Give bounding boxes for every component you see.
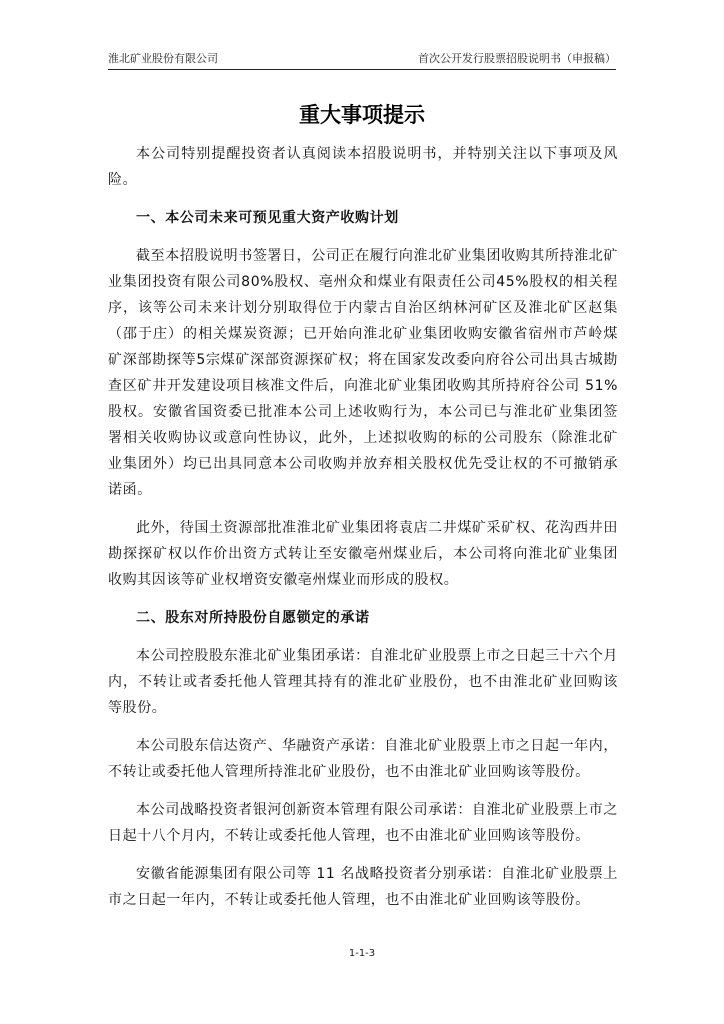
document-body	[108, 141, 618, 925]
intro-paragraph: 本公司特别提醒投资者认真阅读本招股说明书，并特别关注以下事项及风险。	[108, 146, 618, 188]
page-header	[108, 49, 616, 69]
header-document-title: 首次公开发行股票招股说明书（申报稿）	[418, 52, 616, 65]
acquisition-paragraph-1: 截至本招股说明书签署日，公司正在履行向淮北矿业集团收购其所持淮北矿业集团投资有限公司80%股权、亳州众和煤业有限责任公司45%股权的相关程序，该等公司未来计划分别取得位于内蒙古自治区纳林河矿区及淮北矿区赵集（邵于庄）的相关煤炭资源；已开始向淮北矿业集团收购安徽省宿州市芦岭煤矿深部勘探等5宗煤矿深部资源探矿权；将在国家发改委向府谷公司出具古城勘查区矿井开发建设项目核准文件后，向淮北矿业集团收购其所持府谷公司 51%股权。安徽省国资委已批准本公司上述收购行为，本公司已与淮北矿业集团签署相关收购协议或意向性协议，此外，上述拟收购的标的公司股东（除淮北矿业集团外）均已出具同意本公司收购并放弃相关股权优先受让权的不可撤销承诺函。	[108, 248, 618, 498]
lockup-paragraph-yinhe: 本公司战略投资者银河创新资本管理有限公司承诺：自淮北矿业股票上市之日起十八个月内，不转让或委托他人管理，也不由淮北矿业回购该等股份。	[108, 802, 618, 844]
acquisition-paragraph-2: 此外，待国土资源部批准淮北矿业集团将袁店二井煤矿采矿权、花沟西井田勘探探矿权以作价出资方式转让至安徽亳州煤业后，本公司将向淮北矿业集团收购其因该等矿业权增资安徽亳州煤业而形成的股权。	[108, 520, 618, 588]
header-company-name: 淮北矿业股份有限公司	[108, 52, 218, 65]
header-divider	[108, 69, 616, 70]
section-heading-acquisition-plan: 一、本公司未来可预见重大资产收购计划	[136, 210, 399, 226]
lockup-paragraph-controlling-shareholder: 本公司控股股东淮北矿业集团承诺：自淮北矿业股票上市之日起三十六个月内，不转让或者委托他人管理其持有的淮北矿业股份，也不由淮北矿业回购该等股份。	[108, 648, 618, 716]
page-title: 重大事项提示	[299, 103, 425, 127]
lockup-paragraph-strategic-investors: 安徽省能源集团有限公司等 11 名战略投资者分别承诺：自淮北矿业股票上市之日起一年内，不转让或委托他人管理，也不由淮北矿业回购该等股份。	[108, 866, 618, 908]
page-number: 1-1-3	[348, 948, 376, 959]
lockup-paragraph-xinda-huarong: 本公司股东信达资产、华融资产承诺：自淮北矿业股票上市之日起一年内，不转让或委托他人管理所持淮北矿业股份，也不由淮北矿业回购该等股份。	[108, 738, 618, 780]
section-heading-share-lockup: 二、股东对所持股份自愿锁定的承诺	[136, 610, 370, 626]
